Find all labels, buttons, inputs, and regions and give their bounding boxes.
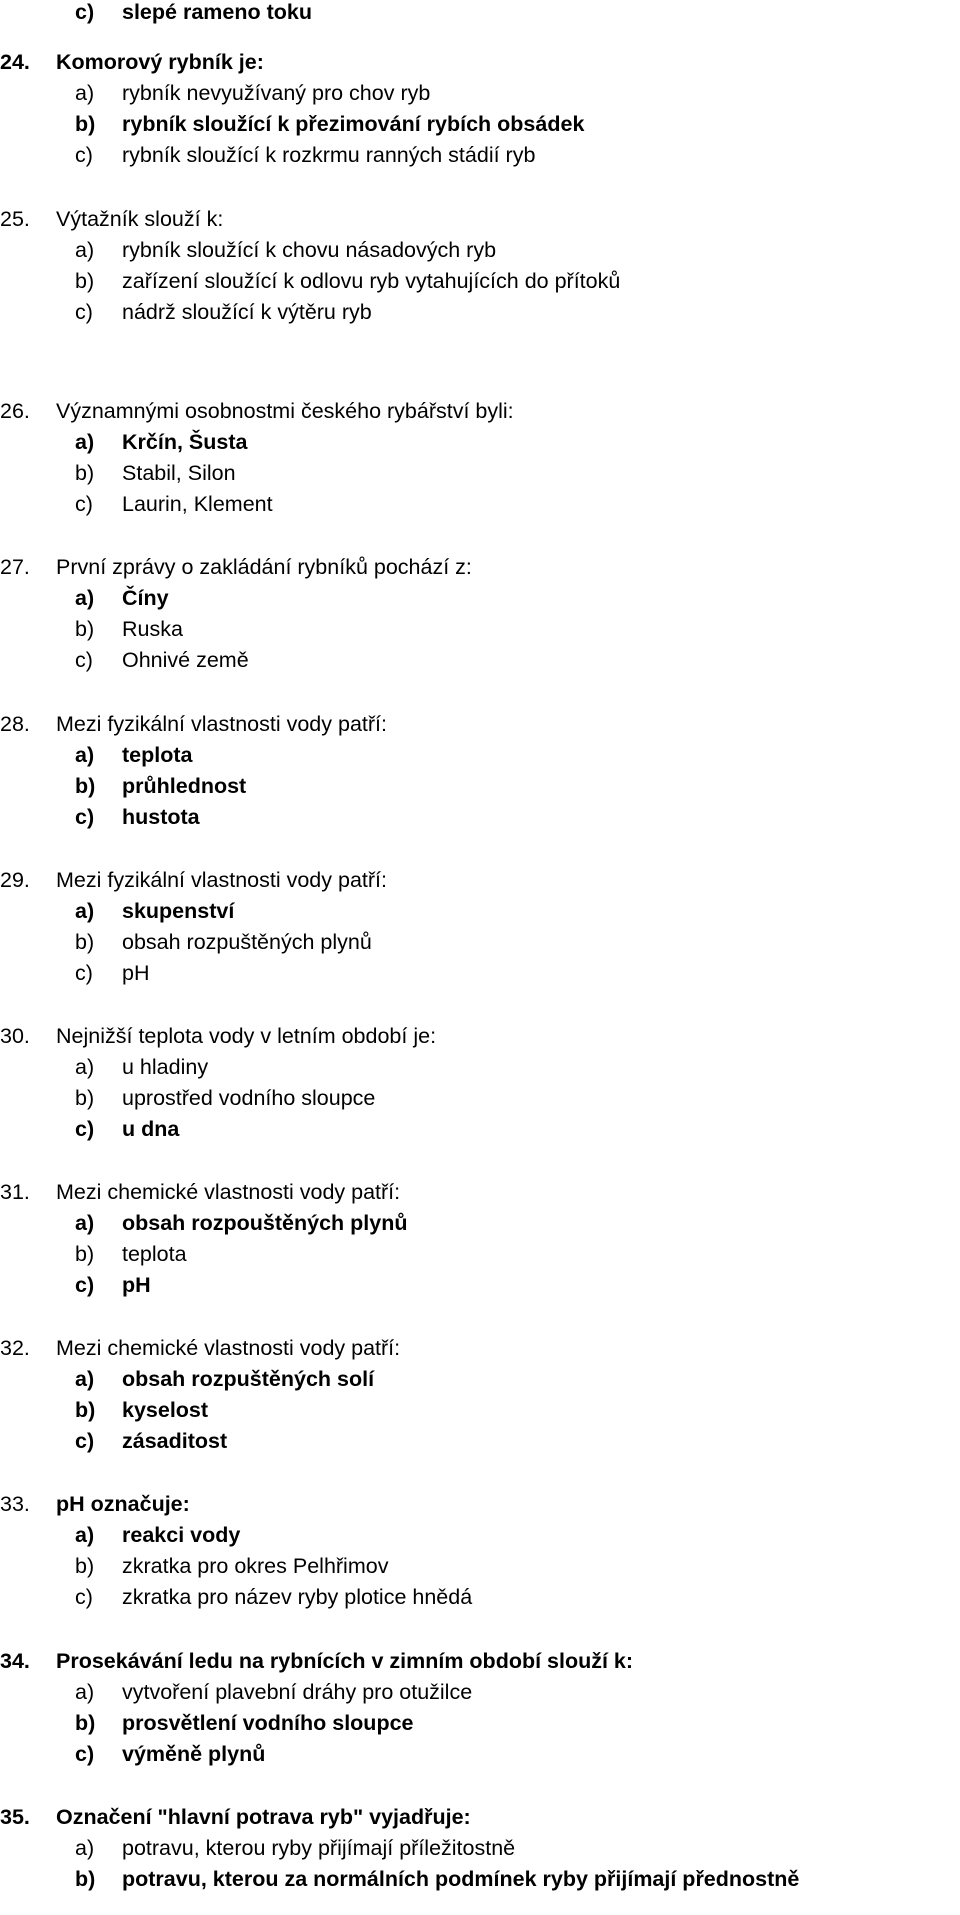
- answer-letter: b): [75, 1711, 96, 1735]
- answer-letter: b): [75, 1554, 95, 1578]
- answer-text: Ruska: [122, 617, 183, 641]
- answer-letter: a): [75, 1211, 95, 1235]
- answer-letter: c): [75, 0, 95, 24]
- question-text: Mezi fyzikální vlastnosti vody patří:: [56, 712, 387, 736]
- answer-letter: b): [75, 930, 95, 954]
- answer-letter: a): [75, 430, 95, 454]
- answer-text: obsah rozpuštěných solí: [122, 1367, 375, 1391]
- answer-letter: b): [75, 774, 96, 798]
- answer-letter: c): [75, 805, 95, 829]
- question-text: Významnými osobnostmi českého rybářství byli:: [56, 399, 514, 423]
- answer-text: zkratka pro okres Pelhřimov: [122, 1554, 389, 1578]
- answer-text: Laurin, Klement: [122, 492, 273, 516]
- answer-text: slepé rameno toku: [122, 0, 312, 24]
- answer-letter: a): [75, 1836, 95, 1860]
- question-number: 25.: [0, 207, 30, 231]
- question-text: Mezi fyzikální vlastnosti vody patří:: [56, 868, 387, 892]
- question-number: 34.: [0, 1649, 30, 1673]
- answer-text: teplota: [122, 1242, 187, 1266]
- question-number: 33.: [0, 1492, 30, 1516]
- answer-text: zkratka pro název ryby plotice hnědá: [122, 1585, 473, 1609]
- answer-text: Ohnivé země: [122, 648, 249, 672]
- answer-letter: b): [75, 1398, 96, 1422]
- answer-text: potravu, kterou ryby přijímají příležitostně: [122, 1836, 516, 1860]
- answer-letter: c): [75, 1273, 95, 1297]
- answer-text: pH: [122, 961, 150, 985]
- answer-text: pH: [122, 1273, 151, 1297]
- answer-letter: c): [75, 300, 93, 324]
- answer-text: obsah rozpuštěných plynů: [122, 930, 372, 954]
- answer-letter: b): [75, 1086, 95, 1110]
- answer-letter: c): [75, 1585, 93, 1609]
- answer-text: nádrž sloužící k výtěru ryb: [122, 300, 372, 324]
- answer-letter: b): [75, 617, 95, 641]
- answer-text: uprostřed vodního sloupce: [122, 1086, 376, 1110]
- answer-letter: a): [75, 1680, 95, 1704]
- answer-text: rybník sloužící k přezimování rybích obsádek: [122, 112, 585, 136]
- answer-text: reakci vody: [122, 1523, 241, 1547]
- answer-text: potravu, kterou za normálních podmínek ryby přijímají přednostně: [122, 1867, 800, 1891]
- answer-letter: a): [75, 81, 95, 105]
- answer-letter: b): [75, 1867, 96, 1891]
- answer-text: rybník nevyužívaný pro chov ryb: [122, 81, 431, 105]
- answer-letter: c): [75, 492, 93, 516]
- answer-letter: b): [75, 112, 96, 136]
- answer-text: rybník sloužící k rozkrmu ranných stádií ryb: [122, 143, 536, 167]
- answer-text: vytvoření plavební dráhy pro otužilce: [122, 1680, 473, 1704]
- question-number: 26.: [0, 399, 30, 423]
- question-number: 32.: [0, 1336, 30, 1360]
- answer-letter: b): [75, 269, 95, 293]
- answer-letter: a): [75, 1367, 95, 1391]
- answer-text: Stabil, Silon: [122, 461, 236, 485]
- answer-letter: b): [75, 1242, 95, 1266]
- answer-letter: c): [75, 1117, 95, 1141]
- answer-text: zařízení sloužící k odlovu ryb vytahujících do přítoků: [122, 269, 621, 293]
- question-text: Prosekávání ledu na rybnících v zimním období slouží k:: [56, 1649, 634, 1673]
- answer-text: hustota: [122, 805, 200, 829]
- answer-letter: c): [75, 1429, 95, 1453]
- question-number: 31.: [0, 1180, 30, 1204]
- answer-letter: a): [75, 1055, 95, 1079]
- answer-text: výměně plynů: [122, 1742, 266, 1766]
- question-text: pH označuje:: [56, 1492, 190, 1516]
- answer-letter: a): [75, 238, 95, 262]
- question-text: Výtažník slouží k:: [56, 207, 224, 231]
- question-number: 29.: [0, 868, 30, 892]
- question-text: Komorový rybník je:: [56, 50, 264, 74]
- question-text: Označení "hlavní potrava ryb" vyjadřuje:: [56, 1805, 471, 1829]
- answer-letter: c): [75, 648, 93, 672]
- question-number: 30.: [0, 1024, 30, 1048]
- answer-text: Krčín, Šusta: [122, 430, 248, 454]
- answer-text: Číny: [122, 586, 169, 610]
- answer-text: obsah rozpouštěných plynů: [122, 1211, 408, 1235]
- question-number: 27.: [0, 555, 30, 579]
- question-text: Nejnižší teplota vody v letním období je:: [56, 1024, 437, 1048]
- answer-letter: b): [75, 461, 95, 485]
- answer-letter: c): [75, 143, 93, 167]
- answer-text: kyselost: [122, 1398, 209, 1422]
- question-text: Mezi chemické vlastnosti vody patří:: [56, 1180, 401, 1204]
- answer-text: průhlednost: [122, 774, 247, 798]
- answer-text: u hladiny: [122, 1055, 209, 1079]
- answer-text: skupenství: [122, 899, 235, 923]
- question-number: 28.: [0, 712, 30, 736]
- answer-letter: c): [75, 961, 93, 985]
- answer-text: rybník sloužící k chovu násadových ryb: [122, 238, 497, 262]
- answer-letter: a): [75, 1523, 95, 1547]
- answer-text: teplota: [122, 743, 193, 767]
- answer-letter: a): [75, 586, 95, 610]
- question-text: První zprávy o zakládání rybníků pochází z:: [56, 555, 472, 579]
- question-number: 24.: [0, 50, 30, 74]
- question-text: Mezi chemické vlastnosti vody patří:: [56, 1336, 401, 1360]
- answer-letter: a): [75, 899, 95, 923]
- answer-text: zásaditost: [122, 1429, 228, 1453]
- question-number: 35.: [0, 1805, 30, 1829]
- answer-letter: a): [75, 743, 95, 767]
- answer-text: prosvětlení vodního sloupce: [122, 1711, 414, 1735]
- answer-letter: c): [75, 1742, 95, 1766]
- answer-text: u dna: [122, 1117, 180, 1141]
